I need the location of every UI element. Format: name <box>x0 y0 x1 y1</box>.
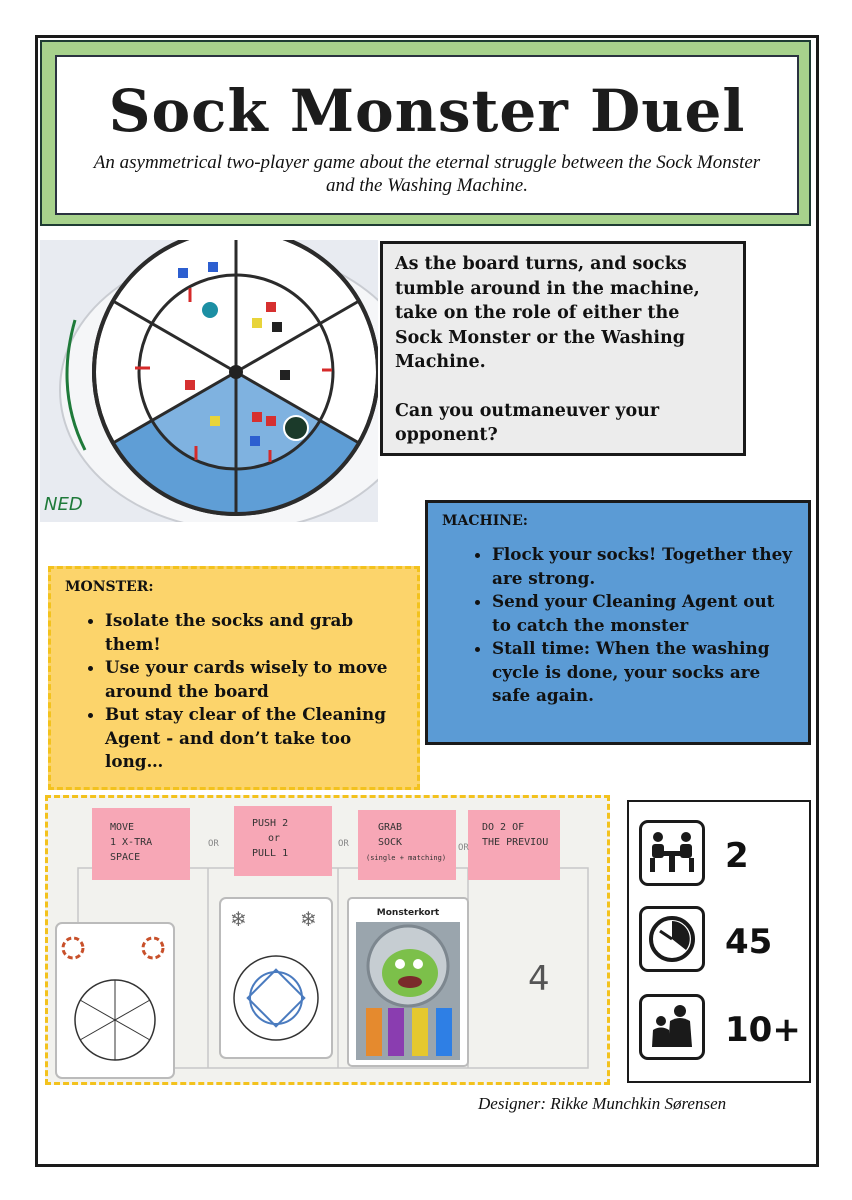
cards-illustration <box>48 798 607 1082</box>
board-handwriting: NED <box>44 494 83 515</box>
list-item: • Use your cards wisely to move around the board <box>105 656 403 703</box>
clock-icon <box>639 906 705 972</box>
machine-heading: MACHINE: <box>442 513 528 529</box>
snowflake-icon: ❄ <box>230 907 247 931</box>
list-item: • Isolate the socks and grab them! <box>105 609 403 656</box>
list-item: • But stay clear of the Cleaning Agent - and don’t take too long… <box>105 703 403 774</box>
handwritten-number: 4 <box>528 959 550 999</box>
monster-box <box>48 566 420 790</box>
machine-list <box>442 543 794 708</box>
intro-paragraph-2: Can you outmaneuver your opponent? <box>395 400 660 445</box>
or-label: OR <box>208 839 219 849</box>
note-text: GRAB <box>378 822 403 833</box>
list-item: • Stall time: When the washing cycle is done, your socks are safe again. <box>492 637 794 708</box>
board-photo <box>40 240 378 522</box>
players-value: 2 <box>725 836 749 876</box>
machine-box <box>425 500 811 745</box>
note-text: PUSH 2 <box>252 818 289 829</box>
age-icon <box>639 994 705 1060</box>
list-item: • Send your Cleaning Agent out to catch the monster <box>492 590 794 637</box>
snowflake-icon: ❄ <box>300 907 317 931</box>
page-subtitle: An asymmetrical two-player game about the eternal struggle between the Sock Monster and the Washing Machine. <box>93 152 761 196</box>
note-text: THE PREVIOU <box>482 837 549 848</box>
note-text: or <box>268 833 281 844</box>
players-icon <box>639 820 705 886</box>
designer-credit: Designer: Rikke Munchkin Sørensen <box>478 1094 727 1113</box>
cards-photo <box>45 795 610 1085</box>
or-label: OR <box>338 839 349 849</box>
list-item: • Flock your socks! Together they are strong. <box>492 543 794 590</box>
monster-card-title: Monsterkort <box>376 908 440 918</box>
note-text: SPACE <box>110 852 141 863</box>
or-label: OR <box>458 843 469 853</box>
page-title: Sock Monster Duel <box>108 77 746 145</box>
age-value: 10+ <box>725 1010 801 1050</box>
note-text: MOVE <box>110 822 135 833</box>
note-text: 1 X-TRA <box>110 837 153 848</box>
intro-paragraph-1: As the board turns, and socks tumble around in the machine, take on the role of either the Sock Monster or the Washing Machine. <box>395 254 700 372</box>
intro-box <box>380 241 746 456</box>
sticky-note <box>358 810 456 880</box>
note-text: PULL 1 <box>252 848 289 859</box>
note-text: SOCK <box>378 837 403 848</box>
game-stats-panel <box>627 800 811 1083</box>
monster-list <box>65 609 403 774</box>
note-text: DO 2 OF <box>482 822 525 833</box>
header-box <box>55 55 799 215</box>
monster-heading: MONSTER: <box>65 579 154 595</box>
note-text: (single + matching) <box>366 854 447 862</box>
time-value: 45 <box>725 922 773 962</box>
board-illustration <box>40 240 378 522</box>
sticky-note <box>234 806 332 876</box>
